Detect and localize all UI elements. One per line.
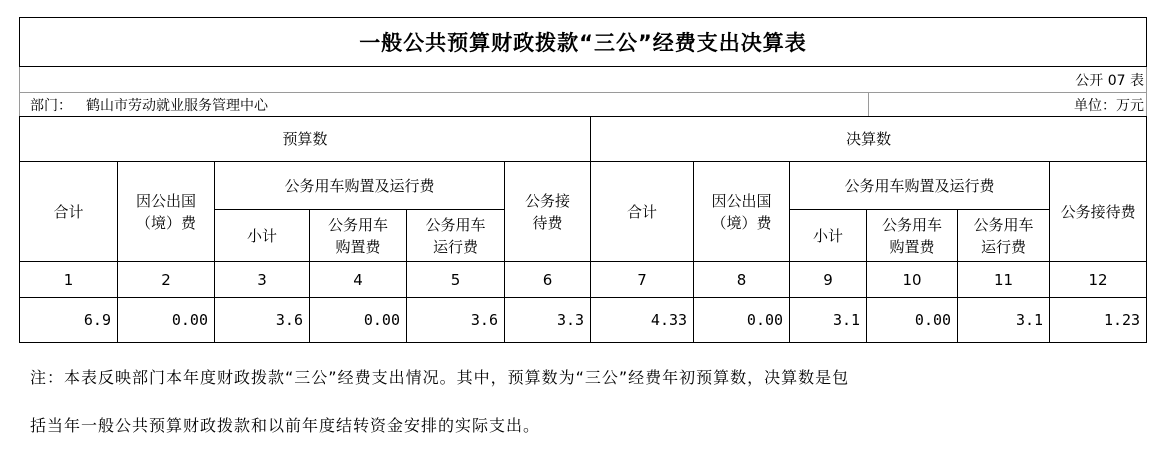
final-total-header: 合计 — [591, 162, 694, 262]
column-number: 2 — [118, 262, 215, 298]
value-budget-reception: 3.3 — [505, 298, 591, 343]
final-subtotal-header: 小计 — [790, 210, 867, 262]
value-final-reception: 1.23 — [1050, 298, 1147, 343]
table-note — [30, 354, 1145, 450]
meta-divider — [19, 92, 1147, 93]
final-operation-header: 公务用车 运行费 — [958, 210, 1050, 262]
value-budget-vehicle-operation: 3.6 — [407, 298, 505, 343]
value-row — [20, 298, 1147, 343]
column-number: 8 — [694, 262, 790, 298]
unit-label: 单位：万元 — [1074, 98, 1144, 114]
report-title-text: 一般公共预算财政拨款“三公”经费支出决算表 — [359, 31, 807, 55]
final-reception-header: 公务接待费 — [1050, 162, 1147, 262]
column-number: 5 — [407, 262, 505, 298]
final-abroad-header: 因公出国 （境）费 — [694, 162, 790, 262]
header-row-2 — [20, 162, 1147, 210]
column-number: 11 — [958, 262, 1050, 298]
department-row — [30, 95, 268, 115]
budget-total-header: 合计 — [20, 162, 118, 262]
meta-vertical-divider — [868, 92, 869, 116]
budget-subtotal-header: 小计 — [215, 210, 310, 262]
value-final-abroad: 0.00 — [694, 298, 790, 343]
budget-operation-header: 公务用车 运行费 — [407, 210, 505, 262]
column-number: 7 — [591, 262, 694, 298]
value-budget-vehicle-purchase: 0.00 — [310, 298, 407, 343]
column-number: 10 — [867, 262, 958, 298]
budget-reception-header: 公务接 待费 — [505, 162, 591, 262]
budget-abroad-header: 因公出国 （境）费 — [118, 162, 215, 262]
budget-purchase-header: 公务用车 购置费 — [310, 210, 407, 262]
note-line-2: 括当年一般公共预算财政拨款和以前年度结转资金安排的实际支出。 — [30, 416, 541, 435]
budget-vehicle-header: 公务用车购置及运行费 — [215, 162, 505, 210]
value-budget-total: 6.9 — [20, 298, 118, 343]
department-name: 鹤山市劳动就业服务管理中心 — [86, 98, 268, 114]
header-row-1 — [20, 117, 1147, 162]
final-purchase-header: 公务用车 购置费 — [867, 210, 958, 262]
budget-header: 预算数 — [20, 117, 591, 162]
value-final-total: 4.33 — [591, 298, 694, 343]
table-number: 公开 07 表 — [1075, 73, 1144, 89]
column-number-row — [20, 262, 1147, 298]
value-final-vehicle-subtotal: 3.1 — [790, 298, 867, 343]
report-title — [19, 17, 1147, 67]
value-final-vehicle-operation: 3.1 — [958, 298, 1050, 343]
department-label: 部门： — [30, 98, 72, 114]
column-number: 3 — [215, 262, 310, 298]
final-header: 决算数 — [591, 117, 1147, 162]
column-number: 4 — [310, 262, 407, 298]
column-number: 9 — [790, 262, 867, 298]
value-budget-vehicle-subtotal: 3.6 — [215, 298, 310, 343]
column-number: 6 — [505, 262, 591, 298]
value-budget-abroad: 0.00 — [118, 298, 215, 343]
column-number: 1 — [20, 262, 118, 298]
value-final-vehicle-purchase: 0.00 — [867, 298, 958, 343]
note-line-1: 注：本表反映部门本年度财政拨款“三公”经费支出情况。其中，预算数为“三公”经费年初预算数，决算数是包 — [30, 368, 850, 387]
expense-table — [19, 116, 1147, 343]
column-number: 12 — [1050, 262, 1147, 298]
final-vehicle-header: 公务用车购置及运行费 — [790, 162, 1050, 210]
